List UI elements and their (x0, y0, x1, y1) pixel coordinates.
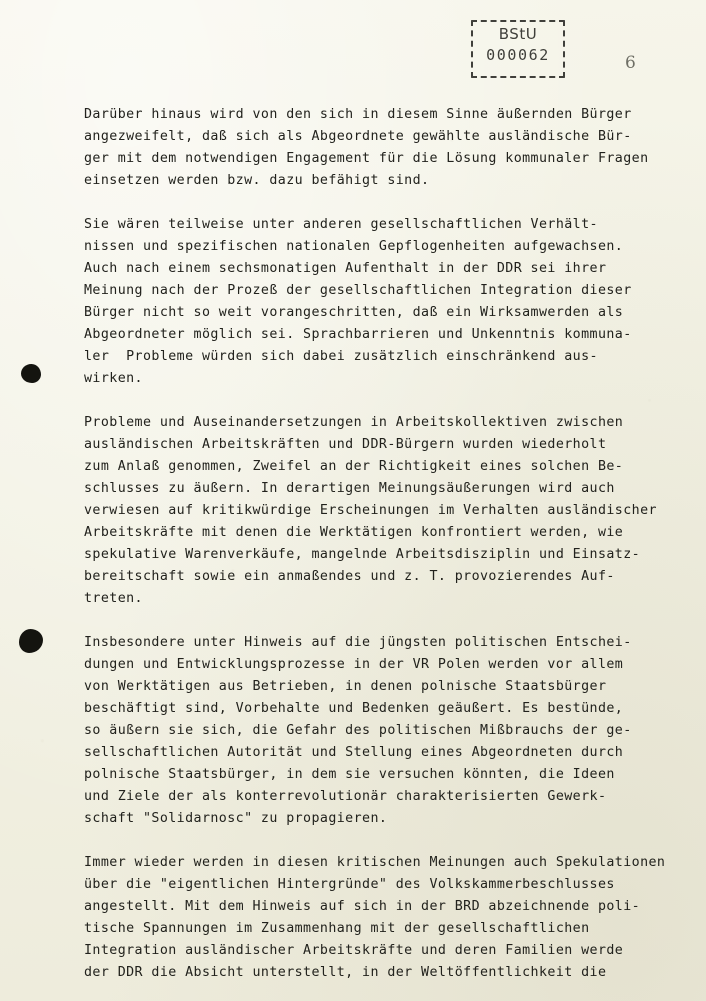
text-line: schlusses zu äußern. In derartigen Meinungsäußerungen wird auch (84, 481, 615, 496)
document-body (84, 104, 690, 984)
text-line: Probleme und Auseinandersetzungen in Arbeitskollektiven zwischen (84, 415, 624, 430)
paragraph-4 (84, 632, 690, 830)
archive-stamp-number: 000062 (486, 46, 550, 65)
text-line: angezweifelt, daß sich als Abgeordnete gewählte ausländische Bür- (84, 129, 632, 144)
text-line: polnische Staatsbürger, in dem sie versuchen könnten, die Ideen (84, 767, 615, 782)
text-line: dungen und Entwicklungsprozesse in der VR Polen werden vor allem (84, 657, 624, 672)
text-line: ler Probleme würden sich dabei zusätzlich einschränkend aus- (84, 349, 598, 364)
text-line: angestellt. Mit dem Hinweis auf sich in der BRD abzeichnende poli- (84, 899, 641, 914)
text-line: sellschaftlichen Autorität und Stellung eines Abgeordneten durch (84, 745, 624, 760)
text-line: nissen und spezifischen nationalen Gepflogenheiten aufgewachsen. (84, 239, 624, 254)
text-line: von Werktätigen aus Betrieben, in denen polnische Staatsbürger (84, 679, 607, 694)
text-line: verwiesen auf kritikwürdige Erscheinungen im Verhalten ausländischer (84, 503, 657, 518)
text-line: Arbeitskräfte mit denen die Werktätigen konfrontiert werden, wie (84, 525, 624, 540)
archive-stamp (471, 20, 565, 78)
text-line: so äußern sie sich, die Gefahr des politischen Mißbrauchs der ge- (84, 723, 632, 738)
text-line: schaft "Solidarnosc" zu propagieren. (84, 811, 388, 826)
text-line: ger mit dem notwendigen Engagement für die Lösung kommunaler Fragen (84, 151, 649, 166)
text-line: Abgeordneter möglich sei. Sprachbarrieren und Unkenntnis kommuna- (84, 327, 632, 342)
paragraph-3 (84, 412, 690, 610)
text-line: Bürger nicht so weit vorangeschritten, daß ein Wirksamwerden als (84, 305, 624, 320)
text-line: über die "eigentlichen Hintergründe" des Volkskammerbeschlusses (84, 877, 615, 892)
text-line: tische Spannungen im Zusammenhang mit der gesellschaftlichen (84, 921, 590, 936)
paragraph-1 (84, 104, 690, 192)
text-line: und Ziele der als konterrevolutionär charakterisierten Gewerk- (84, 789, 607, 804)
text-line: Insbesondere unter Hinweis auf die jüngsten politischen Entschei- (84, 635, 632, 650)
text-line: einsetzen werden bzw. dazu befähigt sind. (84, 173, 430, 188)
margin-ink-mark-upper (21, 364, 41, 383)
text-line: bereitschaft sowie ein anmaßendes und z. T. provozierendes Auf- (84, 569, 615, 584)
text-line: Immer wieder werden in diesen kritischen Meinungen auch Spekulationen (84, 855, 666, 870)
paragraph-5 (84, 852, 690, 984)
page-number: 6 (625, 53, 636, 73)
text-line: beschäftigt sind, Vorbehalte und Bedenken geäußert. Es bestünde, (84, 701, 624, 716)
text-line: ausländischen Arbeitskräften und DDR-Bürgern wurden wiederholt (84, 437, 607, 452)
text-line: Auch nach einem sechsmonatigen Aufenthalt in der DDR sei ihrer (84, 261, 607, 276)
text-line: Sie wären teilweise unter anderen gesellschaftlichen Verhält- (84, 217, 598, 232)
text-line: wirken. (84, 371, 143, 386)
text-line: zum Anlaß genommen, Zweifel an der Richtigkeit eines solchen Be- (84, 459, 624, 474)
text-line: Integration ausländischer Arbeitskräfte und deren Familien werde (84, 943, 624, 958)
archive-stamp-organization: BStU (498, 25, 538, 43)
text-line: Darüber hinaus wird von den sich in diesem Sinne äußernden Bürger (84, 107, 632, 122)
text-line: treten. (84, 591, 143, 606)
paragraph-2 (84, 214, 690, 390)
text-line: spekulative Warenverkäufe, mangelnde Arbeitsdisziplin und Einsatz- (84, 547, 641, 562)
text-line: der DDR die Absicht unterstellt, in der Weltöffentlichkeit die (84, 965, 607, 980)
margin-ink-mark-lower (19, 629, 43, 653)
text-line: Meinung nach der Prozeß der gesellschaftlichen Integration dieser (84, 283, 632, 298)
